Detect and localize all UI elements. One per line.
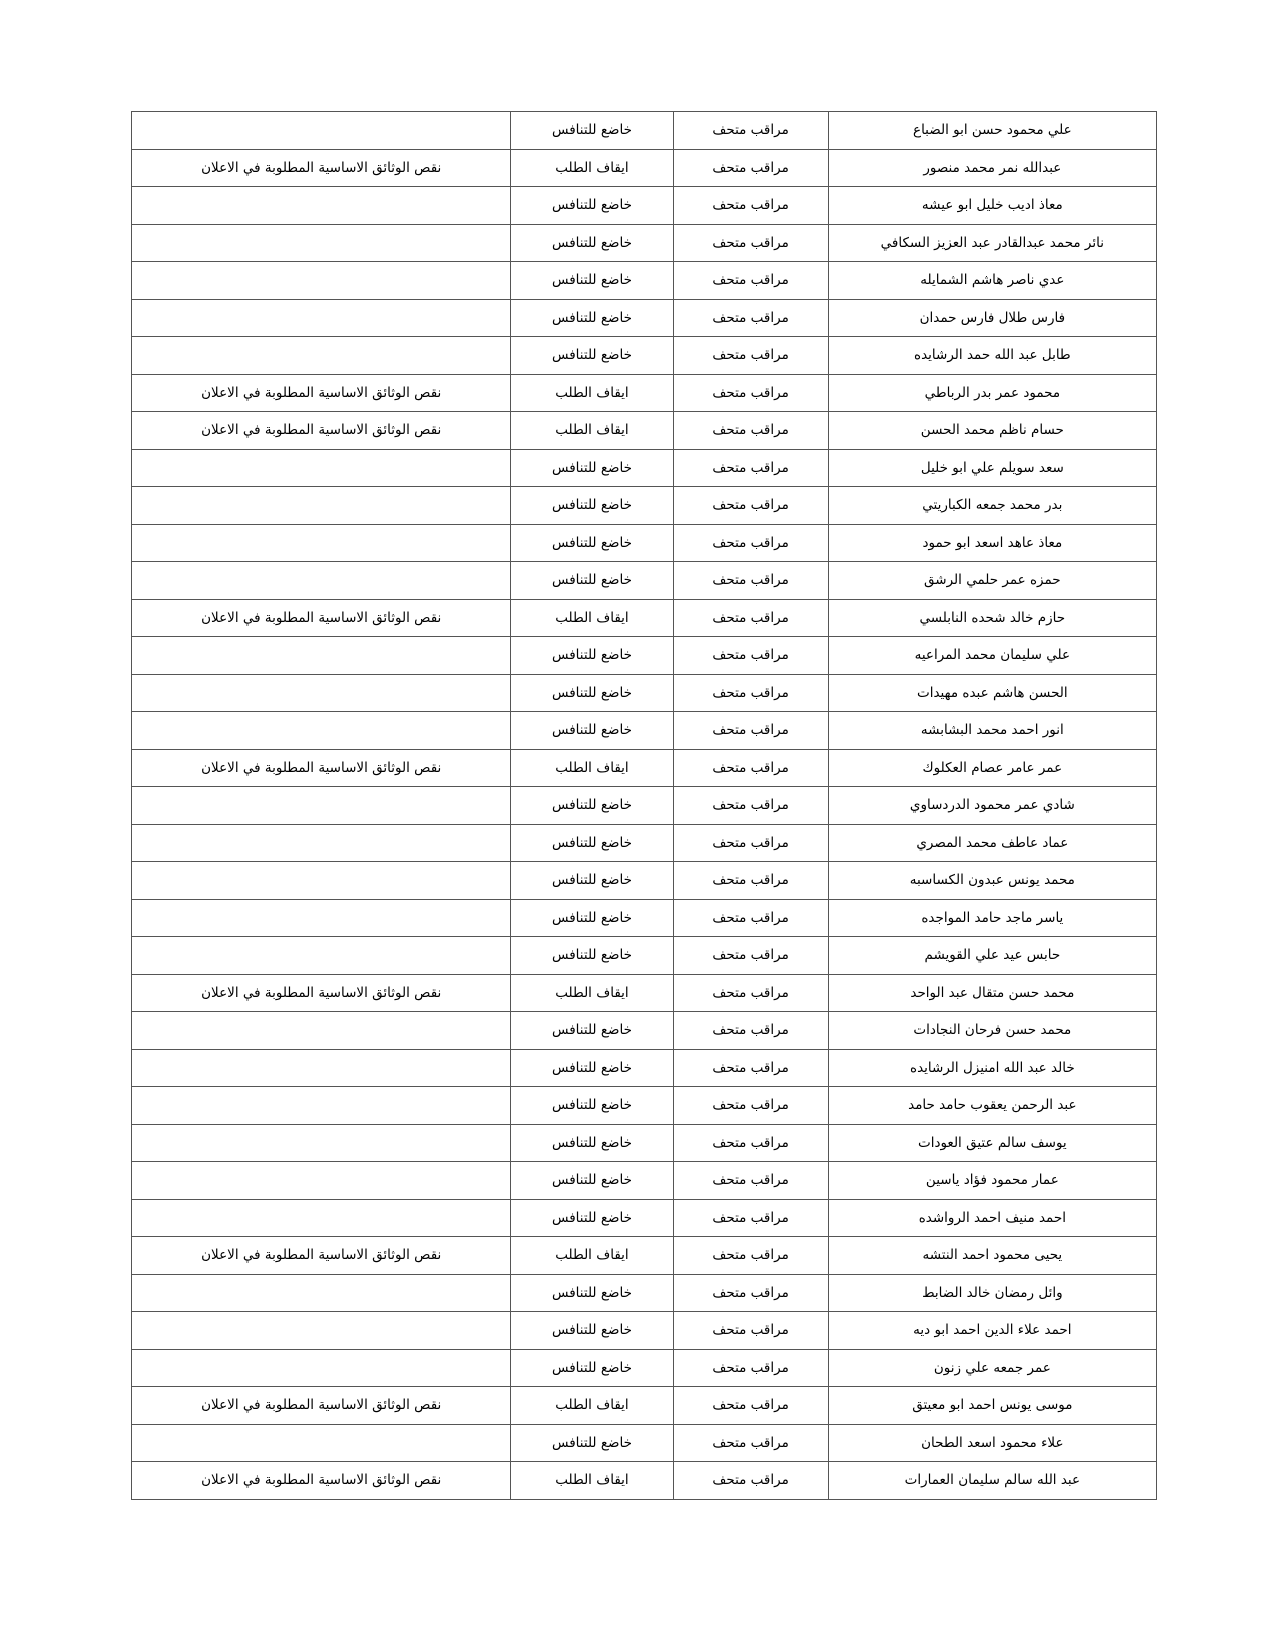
- job-title-cell: مراقب متحف: [673, 1387, 828, 1425]
- job-title-cell: مراقب متحف: [673, 487, 828, 525]
- status-reason-cell: [132, 637, 511, 675]
- applicant-name-cell: فارس طلال فارس حمدان: [828, 299, 1156, 337]
- applicant-name-cell: حمزه عمر حلمي الرشق: [828, 562, 1156, 600]
- status-reason-cell: نقص الوثائق الاساسية المطلوبة في الاعلان: [132, 412, 511, 450]
- table-row: [132, 187, 1157, 225]
- applicant-name-cell: محمود عمر بدر الرباطي: [828, 374, 1156, 412]
- applicant-name-cell: عمار محمود فؤاد ياسين: [828, 1162, 1156, 1200]
- applicant-name-cell: معاذ عاهد اسعد ابو حمود: [828, 524, 1156, 562]
- application-status-cell: خاضع للتنافس: [511, 487, 673, 525]
- status-reason-cell: [132, 299, 511, 337]
- application-status-cell: ايقاف الطلب: [511, 1462, 673, 1500]
- applicant-name-cell: عمر عامر عصام العكلوك: [828, 749, 1156, 787]
- application-status-cell: خاضع للتنافس: [511, 262, 673, 300]
- table-row: [132, 1424, 1157, 1462]
- job-title-cell: مراقب متحف: [673, 674, 828, 712]
- applicant-name-cell: احمد منيف احمد الرواشده: [828, 1199, 1156, 1237]
- job-title-cell: مراقب متحف: [673, 112, 828, 150]
- table-row: [132, 824, 1157, 862]
- application-status-cell: خاضع للتنافس: [511, 1049, 673, 1087]
- application-status-cell: ايقاف الطلب: [511, 749, 673, 787]
- table-row: [132, 1162, 1157, 1200]
- table-row: [132, 1049, 1157, 1087]
- status-reason-cell: [132, 787, 511, 825]
- table-row: [132, 224, 1157, 262]
- status-reason-cell: [132, 187, 511, 225]
- status-reason-cell: [132, 862, 511, 900]
- job-title-cell: مراقب متحف: [673, 374, 828, 412]
- table-row: [132, 862, 1157, 900]
- table-row: [132, 374, 1157, 412]
- job-title-cell: مراقب متحف: [673, 787, 828, 825]
- job-title-cell: مراقب متحف: [673, 1462, 828, 1500]
- job-title-cell: مراقب متحف: [673, 1349, 828, 1387]
- status-reason-cell: نقص الوثائق الاساسية المطلوبة في الاعلان: [132, 749, 511, 787]
- applicant-name-cell: عبد الرحمن يعقوب حامد حامد: [828, 1087, 1156, 1125]
- job-title-cell: مراقب متحف: [673, 299, 828, 337]
- applicants-table: [131, 111, 1157, 1500]
- application-status-cell: خاضع للتنافس: [511, 899, 673, 937]
- applicant-name-cell: الحسن هاشم عبده مهيدات: [828, 674, 1156, 712]
- table-row: [132, 1312, 1157, 1350]
- application-status-cell: خاضع للتنافس: [511, 1162, 673, 1200]
- applicant-name-cell: انور احمد محمد البشابشه: [828, 712, 1156, 750]
- status-reason-cell: نقص الوثائق الاساسية المطلوبة في الاعلان: [132, 374, 511, 412]
- applicant-name-cell: حازم خالد شحده النابلسي: [828, 599, 1156, 637]
- application-status-cell: خاضع للتنافس: [511, 1349, 673, 1387]
- table-row: [132, 149, 1157, 187]
- status-reason-cell: [132, 1012, 511, 1050]
- applicant-name-cell: يحيى محمود احمد النتشه: [828, 1237, 1156, 1275]
- table-row: [132, 299, 1157, 337]
- application-status-cell: خاضع للتنافس: [511, 712, 673, 750]
- table-row: [132, 787, 1157, 825]
- table-row: [132, 674, 1157, 712]
- job-title-cell: مراقب متحف: [673, 899, 828, 937]
- job-title-cell: مراقب متحف: [673, 1274, 828, 1312]
- applicant-name-cell: حسام ناظم محمد الحسن: [828, 412, 1156, 450]
- table-row: [132, 524, 1157, 562]
- job-title-cell: مراقب متحف: [673, 1087, 828, 1125]
- applicant-name-cell: موسى يونس احمد ابو معيتق: [828, 1387, 1156, 1425]
- job-title-cell: مراقب متحف: [673, 524, 828, 562]
- application-status-cell: خاضع للتنافس: [511, 1087, 673, 1125]
- status-reason-cell: [132, 712, 511, 750]
- applicant-name-cell: عماد عاطف محمد المصري: [828, 824, 1156, 862]
- table-row: [132, 1199, 1157, 1237]
- applicant-name-cell: عبدالله نمر محمد منصور: [828, 149, 1156, 187]
- status-reason-cell: نقص الوثائق الاساسية المطلوبة في الاعلان: [132, 1387, 511, 1425]
- status-reason-cell: [132, 899, 511, 937]
- application-status-cell: خاضع للتنافس: [511, 637, 673, 675]
- application-status-cell: ايقاف الطلب: [511, 374, 673, 412]
- job-title-cell: مراقب متحف: [673, 1012, 828, 1050]
- table-row: [132, 1349, 1157, 1387]
- status-reason-cell: نقص الوثائق الاساسية المطلوبة في الاعلان: [132, 599, 511, 637]
- status-reason-cell: [132, 262, 511, 300]
- table-row: [132, 1012, 1157, 1050]
- application-status-cell: خاضع للتنافس: [511, 1274, 673, 1312]
- status-reason-cell: [132, 674, 511, 712]
- job-title-cell: مراقب متحف: [673, 937, 828, 975]
- job-title-cell: مراقب متحف: [673, 562, 828, 600]
- table-row: [132, 1237, 1157, 1275]
- job-title-cell: مراقب متحف: [673, 449, 828, 487]
- application-status-cell: خاضع للتنافس: [511, 1124, 673, 1162]
- application-status-cell: خاضع للتنافس: [511, 674, 673, 712]
- applicant-name-cell: محمد يونس عبدون الكساسبه: [828, 862, 1156, 900]
- application-status-cell: خاضع للتنافس: [511, 937, 673, 975]
- status-reason-cell: [132, 337, 511, 375]
- application-status-cell: خاضع للتنافس: [511, 524, 673, 562]
- application-status-cell: خاضع للتنافس: [511, 449, 673, 487]
- status-reason-cell: نقص الوثائق الاساسية المطلوبة في الاعلان: [132, 974, 511, 1012]
- status-reason-cell: [132, 1199, 511, 1237]
- job-title-cell: مراقب متحف: [673, 712, 828, 750]
- application-status-cell: خاضع للتنافس: [511, 224, 673, 262]
- job-title-cell: مراقب متحف: [673, 1199, 828, 1237]
- status-reason-cell: [132, 1124, 511, 1162]
- table-row: [132, 974, 1157, 1012]
- table-row: [132, 562, 1157, 600]
- status-reason-cell: [132, 224, 511, 262]
- job-title-cell: مراقب متحف: [673, 974, 828, 1012]
- status-reason-cell: نقص الوثائق الاساسية المطلوبة في الاعلان: [132, 149, 511, 187]
- application-status-cell: خاضع للتنافس: [511, 1012, 673, 1050]
- table-row: [132, 337, 1157, 375]
- table-row: [132, 1387, 1157, 1425]
- application-status-cell: ايقاف الطلب: [511, 412, 673, 450]
- status-reason-cell: [132, 1049, 511, 1087]
- status-reason-cell: [132, 112, 511, 150]
- application-status-cell: خاضع للتنافس: [511, 862, 673, 900]
- job-title-cell: مراقب متحف: [673, 824, 828, 862]
- applicant-name-cell: وائل رمضان خالد الضابط: [828, 1274, 1156, 1312]
- application-status-cell: ايقاف الطلب: [511, 1387, 673, 1425]
- job-title-cell: مراقب متحف: [673, 637, 828, 675]
- status-reason-cell: [132, 1087, 511, 1125]
- job-title-cell: مراقب متحف: [673, 1124, 828, 1162]
- job-title-cell: مراقب متحف: [673, 337, 828, 375]
- applicant-name-cell: نائر محمد عبدالقادر عبد العزيز السكافي: [828, 224, 1156, 262]
- status-reason-cell: [132, 562, 511, 600]
- table-row: [132, 712, 1157, 750]
- job-title-cell: مراقب متحف: [673, 149, 828, 187]
- table-row: [132, 1462, 1157, 1500]
- table-row: [132, 412, 1157, 450]
- application-status-cell: ايقاف الطلب: [511, 974, 673, 1012]
- applicant-name-cell: علي سليمان محمد المراعيه: [828, 637, 1156, 675]
- application-status-cell: خاضع للتنافس: [511, 337, 673, 375]
- status-reason-cell: [132, 824, 511, 862]
- applicant-name-cell: علي محمود حسن ابو الضباع: [828, 112, 1156, 150]
- status-reason-cell: نقص الوثائق الاساسية المطلوبة في الاعلان: [132, 1462, 511, 1500]
- application-status-cell: خاضع للتنافس: [511, 1199, 673, 1237]
- job-title-cell: مراقب متحف: [673, 1237, 828, 1275]
- application-status-cell: خاضع للتنافس: [511, 299, 673, 337]
- applicant-name-cell: حابس عيد علي القويشم: [828, 937, 1156, 975]
- application-status-cell: خاضع للتنافس: [511, 787, 673, 825]
- application-status-cell: خاضع للتنافس: [511, 824, 673, 862]
- status-reason-cell: [132, 487, 511, 525]
- applicant-name-cell: طابل عبد الله حمد الرشايده: [828, 337, 1156, 375]
- application-status-cell: ايقاف الطلب: [511, 149, 673, 187]
- job-title-cell: مراقب متحف: [673, 1049, 828, 1087]
- applicant-name-cell: سعد سويلم علي ابو خليل: [828, 449, 1156, 487]
- applicant-name-cell: ياسر ماجد حامد المواجده: [828, 899, 1156, 937]
- application-status-cell: ايقاف الطلب: [511, 1237, 673, 1275]
- table-row: [132, 487, 1157, 525]
- table-row: [132, 899, 1157, 937]
- applicants-table-body: [132, 112, 1157, 1500]
- table-row: [132, 749, 1157, 787]
- application-status-cell: خاضع للتنافس: [511, 1424, 673, 1462]
- application-status-cell: خاضع للتنافس: [511, 562, 673, 600]
- table-row: [132, 1124, 1157, 1162]
- applicant-name-cell: محمد حسن متقال عبد الواحد: [828, 974, 1156, 1012]
- status-reason-cell: [132, 937, 511, 975]
- status-reason-cell: [132, 449, 511, 487]
- table-row: [132, 937, 1157, 975]
- job-title-cell: مراقب متحف: [673, 187, 828, 225]
- table-row: [132, 1087, 1157, 1125]
- status-reason-cell: [132, 524, 511, 562]
- application-status-cell: ايقاف الطلب: [511, 599, 673, 637]
- applicant-name-cell: معاذ اديب خليل ابو عيشه: [828, 187, 1156, 225]
- job-title-cell: مراقب متحف: [673, 412, 828, 450]
- job-title-cell: مراقب متحف: [673, 599, 828, 637]
- job-title-cell: مراقب متحف: [673, 749, 828, 787]
- status-reason-cell: [132, 1274, 511, 1312]
- table-row: [132, 1274, 1157, 1312]
- application-status-cell: خاضع للتنافس: [511, 112, 673, 150]
- applicant-name-cell: عبد الله سالم سليمان العمارات: [828, 1462, 1156, 1500]
- applicant-name-cell: بدر محمد جمعه الكباريتي: [828, 487, 1156, 525]
- applicant-name-cell: علاء محمود اسعد الطحان: [828, 1424, 1156, 1462]
- status-reason-cell: نقص الوثائق الاساسية المطلوبة في الاعلان: [132, 1237, 511, 1275]
- applicant-name-cell: محمد حسن فرحان النجادات: [828, 1012, 1156, 1050]
- status-reason-cell: [132, 1162, 511, 1200]
- status-reason-cell: [132, 1312, 511, 1350]
- table-row: [132, 112, 1157, 150]
- application-status-cell: خاضع للتنافس: [511, 1312, 673, 1350]
- job-title-cell: مراقب متحف: [673, 862, 828, 900]
- applicant-name-cell: عمر جمعه علي زنون: [828, 1349, 1156, 1387]
- applicant-name-cell: خالد عبد الله امنيزل الرشايده: [828, 1049, 1156, 1087]
- table-row: [132, 449, 1157, 487]
- table-row: [132, 599, 1157, 637]
- status-reason-cell: [132, 1349, 511, 1387]
- applicant-name-cell: احمد علاء الدين احمد ابو ديه: [828, 1312, 1156, 1350]
- status-reason-cell: [132, 1424, 511, 1462]
- job-title-cell: مراقب متحف: [673, 1312, 828, 1350]
- applicant-name-cell: يوسف سالم عتيق العودات: [828, 1124, 1156, 1162]
- applicant-name-cell: عدي ناصر هاشم الشمايله: [828, 262, 1156, 300]
- applicant-name-cell: شادي عمر محمود الدردساوي: [828, 787, 1156, 825]
- job-title-cell: مراقب متحف: [673, 224, 828, 262]
- table-row: [132, 637, 1157, 675]
- job-title-cell: مراقب متحف: [673, 262, 828, 300]
- job-title-cell: مراقب متحف: [673, 1424, 828, 1462]
- application-status-cell: خاضع للتنافس: [511, 187, 673, 225]
- table-row: [132, 262, 1157, 300]
- job-title-cell: مراقب متحف: [673, 1162, 828, 1200]
